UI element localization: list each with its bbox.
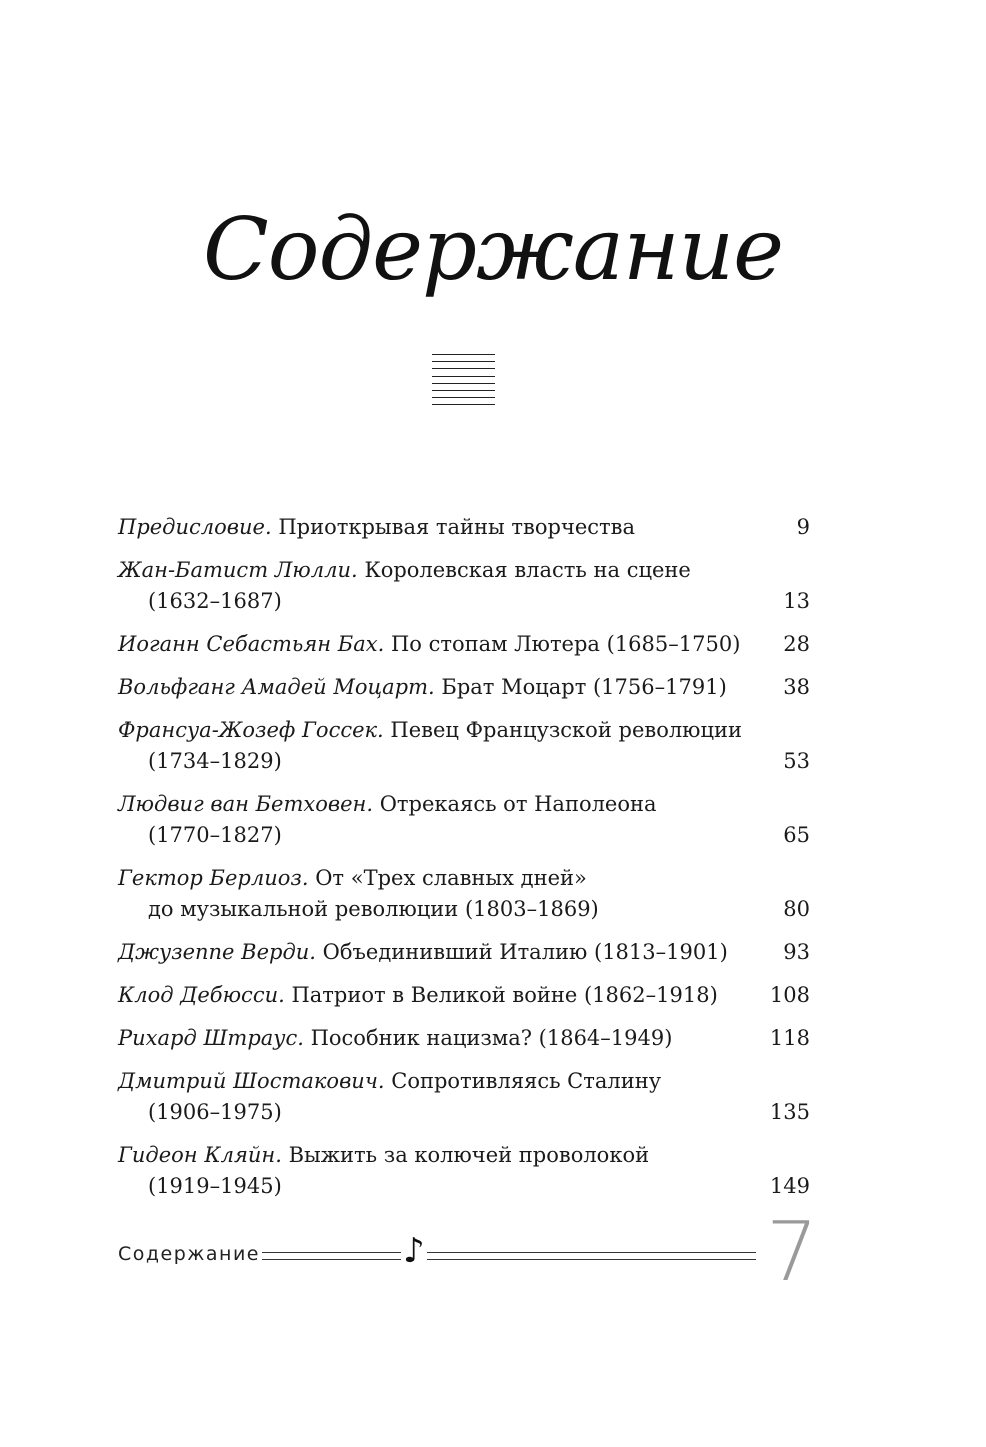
- toc-entry: [118, 512, 810, 543]
- toc-entry-continuation: (1770–1827): [148, 823, 282, 847]
- toc-entry: [118, 555, 810, 617]
- table-of-contents: [118, 512, 810, 1214]
- footer-rule-bottom: [262, 1259, 756, 1260]
- toc-entry-author: Рихард Штраус.: [118, 1026, 304, 1050]
- toc-entry-line: [118, 715, 810, 746]
- staff-lines-icon: [432, 354, 495, 411]
- toc-entry-line: [118, 672, 810, 703]
- toc-entry-page: 28: [783, 632, 810, 656]
- toc-entry-line: [118, 937, 810, 968]
- toc-entry-author: Иоганн Себастьян Бах.: [118, 632, 385, 656]
- toc-entry-title: Пособник нацизма? (1864–1949): [310, 1026, 673, 1050]
- toc-entry-author: Джузеппе Верди.: [118, 940, 316, 964]
- toc-entry-line: [118, 629, 810, 660]
- toc-entry-author: Гидеон Кляйн.: [118, 1143, 282, 1167]
- toc-entry-page: 53: [783, 749, 810, 773]
- toc-entry-line: [118, 555, 810, 586]
- toc-entry: [118, 863, 810, 925]
- toc-entry-author: Клод Дебюсси.: [118, 983, 285, 1007]
- toc-entry: [118, 672, 810, 703]
- toc-entry-line: [118, 980, 810, 1011]
- toc-entry-page: 149: [769, 1174, 810, 1198]
- toc-entry: [118, 715, 810, 777]
- toc-entry-line: [118, 1023, 810, 1054]
- toc-entry-author: Франсуа-Жозеф Госсек.: [118, 718, 384, 742]
- toc-entry-continuation: (1632–1687): [148, 589, 282, 613]
- toc-entry-title: Отрекаясь от Наполеона: [379, 792, 657, 816]
- toc-entry-author: Людвиг ван Бетховен.: [118, 792, 374, 816]
- toc-entry-continuation: (1906–1975): [148, 1100, 282, 1124]
- toc-entry-author: Гектор Берлиоз.: [118, 866, 309, 890]
- toc-entry-line: [118, 789, 810, 820]
- toc-entry-line: [118, 512, 810, 543]
- toc-entry-continuation: до музыкальной революции (1803–1869): [148, 897, 599, 921]
- toc-entry-title: Патриот в Великой войне (1862–1918): [291, 983, 718, 1007]
- toc-entry: [118, 1023, 810, 1054]
- page-title: Содержание: [203, 200, 783, 300]
- toc-entry-title: Королевская власть на сцене: [364, 558, 691, 582]
- toc-entry-title: От «Трех славных дней»: [315, 866, 587, 890]
- toc-entry-continuation: (1919–1945): [148, 1174, 282, 1198]
- toc-entry-page: 135: [769, 1100, 810, 1124]
- toc-entry-title: Сопротивляясь Сталину: [391, 1069, 662, 1093]
- toc-entry-title: По стопам Лютера (1685–1750): [390, 632, 741, 656]
- toc-entry-page: 118: [769, 1026, 810, 1050]
- toc-entry-author: Жан-Батист Люлли.: [118, 558, 358, 582]
- toc-entry-page: 93: [783, 940, 810, 964]
- toc-entry: [118, 629, 810, 660]
- toc-entry: [118, 980, 810, 1011]
- footer-rule-top: [262, 1252, 756, 1253]
- toc-entry-line: [118, 863, 810, 894]
- toc-entry-page: 65: [783, 823, 810, 847]
- page-number: 7: [766, 1205, 819, 1300]
- toc-entry: [118, 789, 810, 851]
- toc-entry-page: 13: [783, 589, 810, 613]
- toc-entry-page: 80: [783, 897, 810, 921]
- toc-entry-author: Предисловие.: [118, 515, 272, 539]
- toc-entry-line: [118, 1140, 810, 1171]
- toc-entry-title: Выжить за колючей проволокой: [288, 1143, 650, 1167]
- toc-entry-line: [118, 1066, 810, 1097]
- toc-entry-title: Приоткрывая тайны творчества: [278, 515, 635, 539]
- toc-entry-author: Вольфганг Амадей Моцарт.: [118, 675, 435, 699]
- toc-entry: [118, 1066, 810, 1128]
- toc-entry-title: Объединивший Италию (1813–1901): [322, 940, 728, 964]
- running-header: Содержание: [118, 1243, 260, 1265]
- toc-entry-continuation: (1734–1829): [148, 749, 282, 773]
- toc-entry-page: 38: [783, 675, 810, 699]
- toc-entry-title: Певец Французской революции: [390, 718, 742, 742]
- toc-entry-page: 108: [769, 983, 810, 1007]
- music-note-icon: ♪: [403, 1231, 425, 1271]
- toc-entry-title: Брат Моцарт (1756–1791): [441, 675, 727, 699]
- toc-entry-page: 9: [796, 515, 810, 539]
- toc-entry-author: Дмитрий Шостакович.: [118, 1069, 385, 1093]
- toc-entry: [118, 937, 810, 968]
- toc-entry: [118, 1140, 810, 1202]
